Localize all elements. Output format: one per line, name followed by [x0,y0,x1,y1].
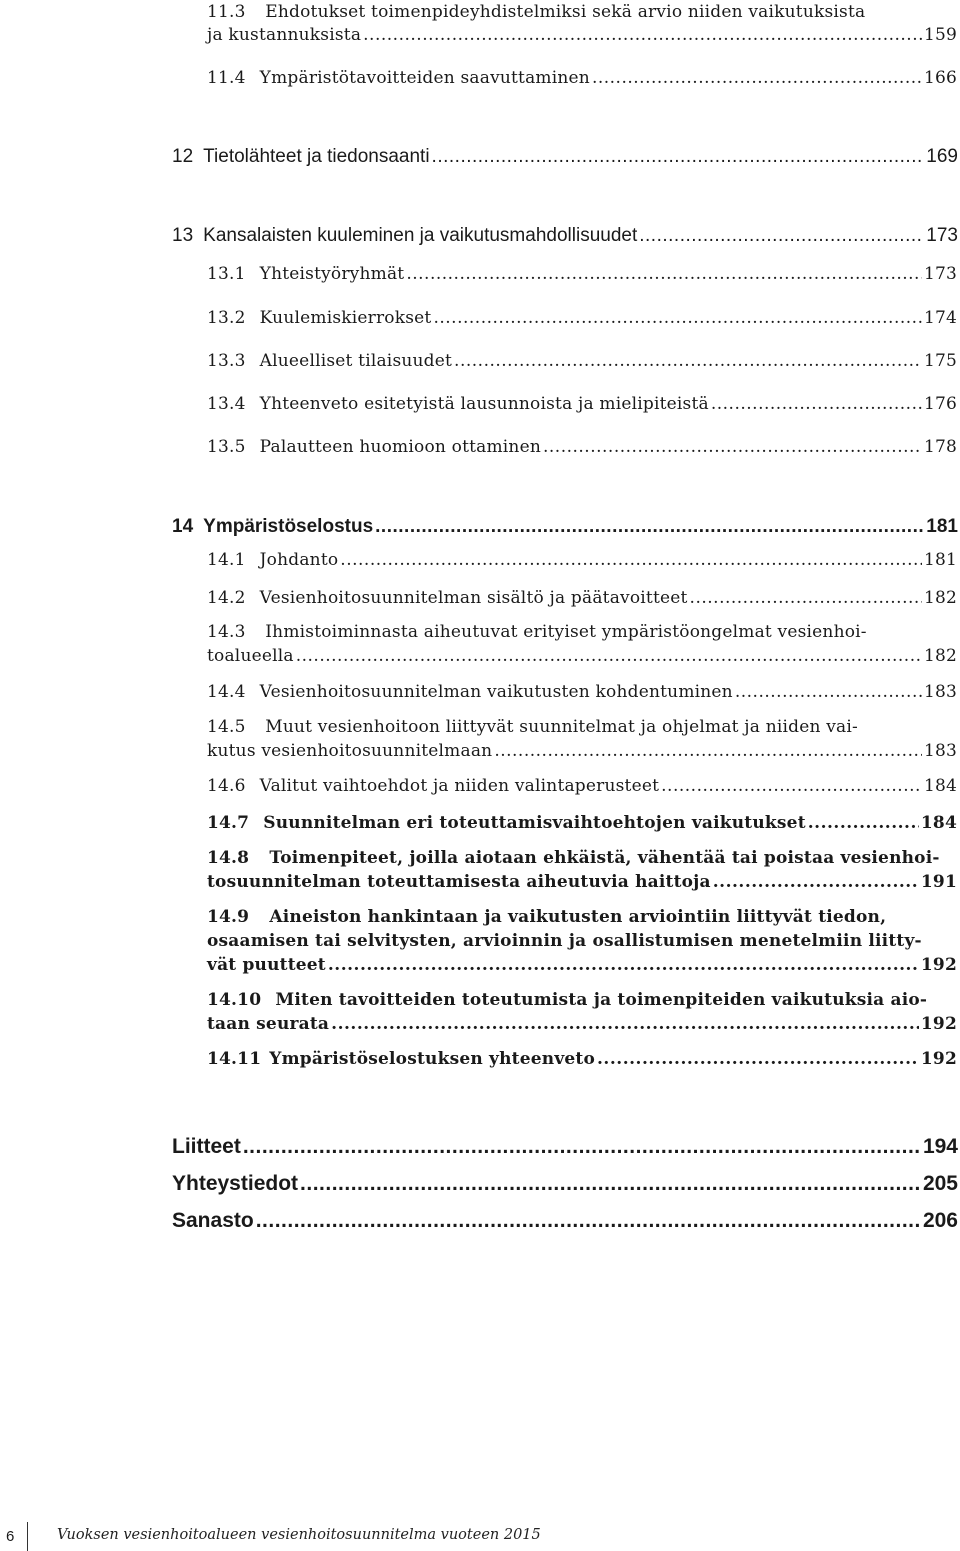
toc-title: Ympäristöselostus [203,516,374,537]
toc-leader [296,646,922,666]
toc-leader [592,68,922,88]
toc-title: Valitut vaihtoehdot ja niiden valintaperusteet [259,776,660,796]
toc-page: 206 [922,1209,958,1232]
toc-leader [256,1209,921,1233]
toc-leader [639,225,924,247]
toc-page: 194 [922,1135,958,1158]
toc-leader [661,776,922,796]
toc-title: Ympäristöselostuksen yhteenveto [269,1049,596,1069]
toc-title: Alueelliset tilaisuudet [259,351,453,371]
toc-page: 205 [922,1172,958,1195]
toc-number: 14.7 [207,813,250,833]
toc-entry-14-9-cont[interactable] [207,955,957,975]
toc-title: taan seurata [207,1014,330,1034]
toc-number: 14.10 [207,990,262,1010]
toc-page: 169 [926,146,958,167]
toc-entry-14-4[interactable] [207,682,957,702]
toc-entry-14-9-line2[interactable] [207,931,922,951]
toc-page: 181 [926,516,958,537]
toc-title: Toimenpiteet, joilla aiotaan ehkäistä, vähentää tai poistaa vesienhoi- [269,848,940,868]
toc-leader [690,588,922,608]
toc-title: Kuulemiskierrokset [259,308,432,328]
toc-page: 159 [923,25,957,45]
toc-leader [432,146,925,168]
toc-entry-13[interactable] [172,225,958,247]
toc-leader [331,1014,919,1034]
toc-title: Sanasto [172,1209,254,1232]
toc-entry-14-2[interactable] [207,588,957,608]
toc-page: 182 [923,588,957,608]
toc-number: 13.4 [207,394,246,414]
toc-title: Muut vesienhoitoon liittyvät suunnitelmat ja ohjelmat ja niiden vai- [265,717,858,737]
toc-entry-12[interactable] [172,146,958,168]
toc-page: 174 [923,308,957,328]
toc-title: Palautteen huomioon ottaminen [259,437,541,457]
toc-title: Suunnitelman eri toteuttamisvaihtoehtojen vaikutukset [263,813,806,833]
toc-leader [243,1135,921,1159]
toc-title: Kansalaisten kuuleminen ja vaikutusmahdollisuudet [203,225,638,246]
toc-number: 14.11 [207,1049,262,1069]
toc-leader [454,351,922,371]
toc-leader [363,25,922,45]
toc-entry-11-4[interactable] [207,68,957,88]
toc-page: 192 [920,1014,957,1034]
toc-leader [735,682,922,702]
toc-leader [433,308,921,328]
toc-leader [406,264,922,284]
toc-page: 192 [920,955,957,975]
toc-entry-14-9[interactable] [207,907,886,927]
toc-entry-13-4[interactable] [207,394,957,414]
toc-page: 184 [923,776,957,796]
toc-leader [543,437,922,457]
toc-leader [597,1049,919,1069]
toc-title: Aineiston hankintaan ja vaikutusten arviointiin liittyvät tiedon, [269,907,887,927]
toc-entry-14[interactable] [172,516,958,538]
toc-title: Vesienhoitosuunnitelman sisältö ja päätavoitteet [259,588,688,608]
toc-page: 176 [923,394,957,414]
toc-number: 11.4 [207,68,246,88]
toc-title: Vesienhoitosuunnitelman vaikutusten kohdentuminen [259,682,733,702]
toc-number: 14 [172,516,194,537]
toc-number: 14.6 [207,776,246,796]
toc-number: 13.3 [207,351,246,371]
toc-title: Liitteet [172,1135,241,1158]
toc-entry-14-10[interactable] [207,990,927,1010]
toc-entry-14-3[interactable] [207,622,867,642]
footer-divider [27,1522,28,1551]
toc-number: 13.5 [207,437,246,457]
toc-entry-14-10-cont[interactable] [207,1014,957,1034]
toc-number: 14.3 [207,622,246,642]
toc-entry-13-5[interactable] [207,437,957,457]
toc-entry-14-1[interactable] [207,550,957,570]
toc-number: 14.8 [207,848,250,868]
toc-page: 181 [923,550,957,570]
toc-number: 14.5 [207,717,246,737]
toc-entry-14-7[interactable] [207,813,957,833]
toc-title: ja kustannuksista [207,25,362,45]
toc-number: 14.9 [207,907,250,927]
toc-entry-14-5-cont[interactable] [207,741,957,761]
toc-title: Miten tavoitteiden toteutumista ja toimenpiteiden vaikutuksia aio- [275,990,928,1010]
toc-number: 13.1 [207,264,246,284]
toc-number: 11.3 [207,2,246,22]
toc-page: 175 [923,351,957,371]
toc-leader [808,813,919,833]
toc-page: 183 [923,741,957,761]
toc-number: 12 [172,146,194,167]
toc-leader [375,516,924,538]
toc-title: Ihmistoiminnasta aiheutuvat erityiset ympäristöongelmat vesienhoi- [265,622,867,642]
toc-title: Yhteystiedot [172,1172,299,1195]
toc-title: Johdanto [259,550,339,570]
toc-page: 166 [923,68,957,88]
toc-title: Tietolähteet ja tiedonsaanti [203,146,430,167]
toc-entry-sanasto[interactable] [172,1209,958,1233]
footer-document-title: Vuoksen vesienhoitoalueen vesienhoitosuunnitelma vuoteen 2015 [57,1527,541,1543]
toc-entry-11-3[interactable] [207,2,865,22]
toc-entry-13-3[interactable] [207,351,957,371]
toc-number: 13 [172,225,194,246]
toc-page: 178 [923,437,957,457]
toc-number: 14.4 [207,682,246,702]
toc-title: Ympäristötavoitteiden saavuttaminen [259,68,590,88]
toc-page: 173 [926,225,958,246]
toc-entry-13-1[interactable] [207,264,957,284]
footer-page-number: 6 [6,1528,15,1545]
toc-entry-liitteet[interactable] [172,1135,958,1159]
toc-page: 173 [923,264,957,284]
toc-title: vät puutteet [207,955,326,975]
toc-leader [340,550,922,570]
toc-entry-yhteystiedot[interactable] [172,1172,958,1196]
toc-entry-14-6[interactable] [207,776,957,796]
toc-title: Yhteenveto esitetyistä lausunnoista ja mielipiteistä [259,394,709,414]
toc-leader [711,394,922,414]
toc-entry-14-8[interactable] [207,848,940,868]
toc-title: tosuunnitelman toteuttamisesta aiheutuvia haittoja [207,872,711,892]
toc-title: Yhteistyöryhmät [259,264,405,284]
toc-page: 182 [923,646,957,666]
toc-title: kutus vesienhoitosuunnitelmaan [207,741,493,761]
toc-page: 183 [923,682,957,702]
toc-entry-14-3-cont[interactable] [207,646,957,666]
toc-page: 192 [920,1049,957,1069]
toc-entry-14-5[interactable] [207,717,858,737]
toc-number: 14.2 [207,588,246,608]
toc-title: osaamisen tai selvitysten, arvioinnin ja osallistumisen menetelmiin liitty- [207,931,922,951]
toc-title: Ehdotukset toimenpideyhdistelmiksi sekä arvio niiden vaikutuksista [265,2,866,22]
toc-entry-14-8-cont[interactable] [207,872,957,892]
toc-title: toalueella [207,646,294,666]
toc-leader [494,741,922,761]
toc-number: 14.1 [207,550,246,570]
toc-leader [713,872,919,892]
toc-page: 191 [920,872,957,892]
toc-number: 13.2 [207,308,246,328]
toc-entry-14-11[interactable] [207,1049,957,1069]
toc-entry-13-2[interactable] [207,308,957,328]
toc-leader [328,955,919,975]
toc-entry-11-3-cont[interactable] [207,25,957,45]
toc-page: 184 [920,813,957,833]
toc-leader [300,1172,921,1196]
